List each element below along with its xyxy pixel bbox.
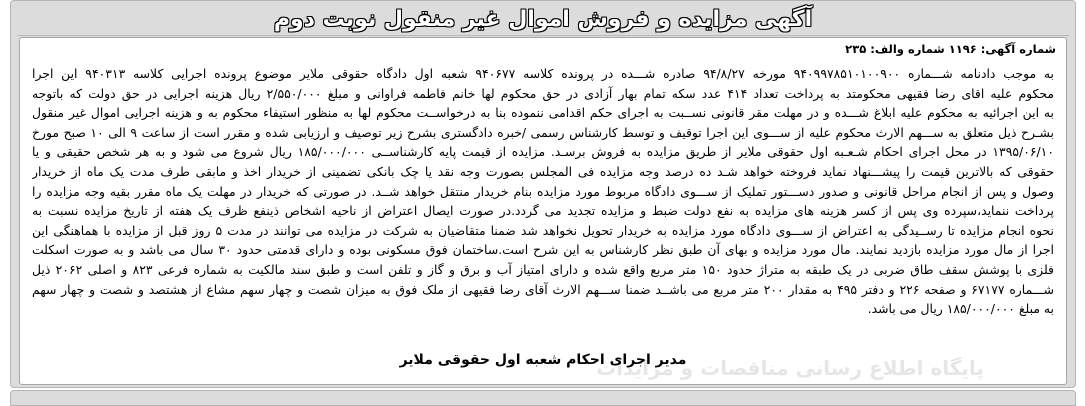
notice-number: شماره آگهی: ۱۱۹۶ شماره والف: ۲۳۵ [845, 42, 1056, 56]
notice-body [19, 37, 1067, 385]
notice-text-line: به موجب دادنامه شـــماره ۹۴۰۹۹۷۸۵۱۰۱۰۰۹۰۰ مورخه ۹۴/۸/۲۷ صادره شـــده در پرونده کلاسه ۹۴۰۶۷۷ شعبه اول دادگاه حقوقی ملایر موضوع پرونده اجرایی کلاسه ۹۴۰۳۱۳ این اجرا [32, 66, 1054, 81]
notice-text-line: اجرا از مال مورد مزایده بازدید نمایند. مال مورد مزایده و بهای آن طبق نظر کارشناس به این شرح است.ساختمان فوق مسکونی بوده و دارای قدمتی حدود ۳۰ سال می باشد و به صورت اسکلت [32, 242, 1054, 258]
notice-text [32, 64, 1054, 319]
notice-text-line: محکوم علیه اقای رضا فقیهی محکومتد به پرداخت تعداد ۴۱۴ عدد سکه تمام بهار آزادی در حق محکوم لها خانم فاطمه فراوانی و مبلغ ۲/۵۵۰/۰۰۰ ریال هزینه اجرایی در حق دولت که باتوجه [32, 85, 1054, 101]
notice-text-line: نحوه انجام مزایده تا رســیدگی به اعتراض از ســـوی دادگاه مورد مزایده به خریدار تحویل نخواهد شد ضمنا متقاضیان به شرکت در مزایده می توانند در مدت ۵ روز قبل از مزایده با هماهنگی این [32, 222, 1054, 238]
notice-text-line: وصول و پس از انجام مراحل قانونی و صدور دســـتور تملیک از ســـوی دادگاه مربوط مورد مزایده بنام خریدار منتقل خواهد شــد. در صورتی که خریدار در مهلت یک ماه مقرر بقیه وجه مزایده را [32, 183, 1054, 199]
next-notice-edge [10, 390, 1076, 406]
notice-text-line: حقوقی که بالاترین قیمت را پیشـــنهاد نماید فروخته خواهد شـد ده درصد وجه مزایده فی المجلس بصورت وجه نقد یا چک بانکی تضمینی از خریدار اخذ و مابقی طرف مدت یک ماه از خریدار [32, 163, 1054, 179]
notice-title: آگهی مزایده و فروش اموال غیر منقول نوبت دوم [273, 7, 813, 32]
notice-header [17, 5, 1069, 36]
notice-text-line: به مبلغ ۱۸۵/۰۰۰/۰۰۰ ریال می باشد. [867, 301, 1054, 317]
watermark: پایگاه اطلاع رسانی مناقصات و مزایدات [596, 356, 984, 380]
notice-text-line: به این اجرائیه به محکوم علیه ابلاغ شـــده و در مهلت مقر قانونی نســبت به اجرای حکم اقدامی ننموده بنا به درخواســت محکوم لها به منظور استیفاء محکوم به و هزینه اجرایی اموال غیر منقول [32, 105, 1054, 121]
notice-text-line: شـــماره ۶۷۱۷۷ و صفحه ۲۲۶ و دفتر ۴۹۵ به مقدار ۲۰۰ متر مربع می باشــد ضمنا ســـهم الارث آقای رضا فقیهی از ملک فوق به میزان شصت و چهار سهم مشاع از هشتصد و شصت و چهار سهم [32, 281, 1054, 297]
notice-text-line: ۱۳۹۵/۰۶/۱۰ در محل اجرای احکام شـعـبه اول حقوقی ملایر از طریق مزایده به فروش برسـد. مزایده از قیمت پایه کارشناســی ۱۸۵/۰۰۰/۰۰۰ ریال شروع می شود و به هر شخص حقیقی و یا [32, 144, 1054, 160]
auction-notice [10, 0, 1076, 388]
signature: مدیر اجرای احکام شعبه اول حقوقی ملایر [399, 352, 687, 368]
notice-text-line: بشـرح ذیل متعلق به ســـهم الارث محکوم علیه از ســـوی این اجرا توقیف و توسط کارشناس رسمی /خبره دادگستری بشرح زیر توصیف و ارزیابی شده و مقرر است از ساعت ۹ الی ۱۰ صبح مورخ [32, 124, 1054, 140]
notice-text-line: پرداخت ننماید،سپرده وی پس از کسر هزینه های مزایده به نفع دولت ضبط و مزایده تجدید می گردد.در صورت ایصال اعتراض از ناحیه اشخاص ذینفع ظرف یک هفته از تاریخ مزایده نسبت به [32, 203, 1054, 219]
notice-text-line: فلزی با پوشش سقف طاق ضربی در یک طبقه به متراژ حدود ۱۵۰ متر مربع واقع شده و دارای امتیاز آب و برق و گاز و تلفن است و طبق سند مالکیت به شماره فرعی ۸۲۳ و اصلی ۲۰۶۲ ذیل [32, 261, 1054, 277]
